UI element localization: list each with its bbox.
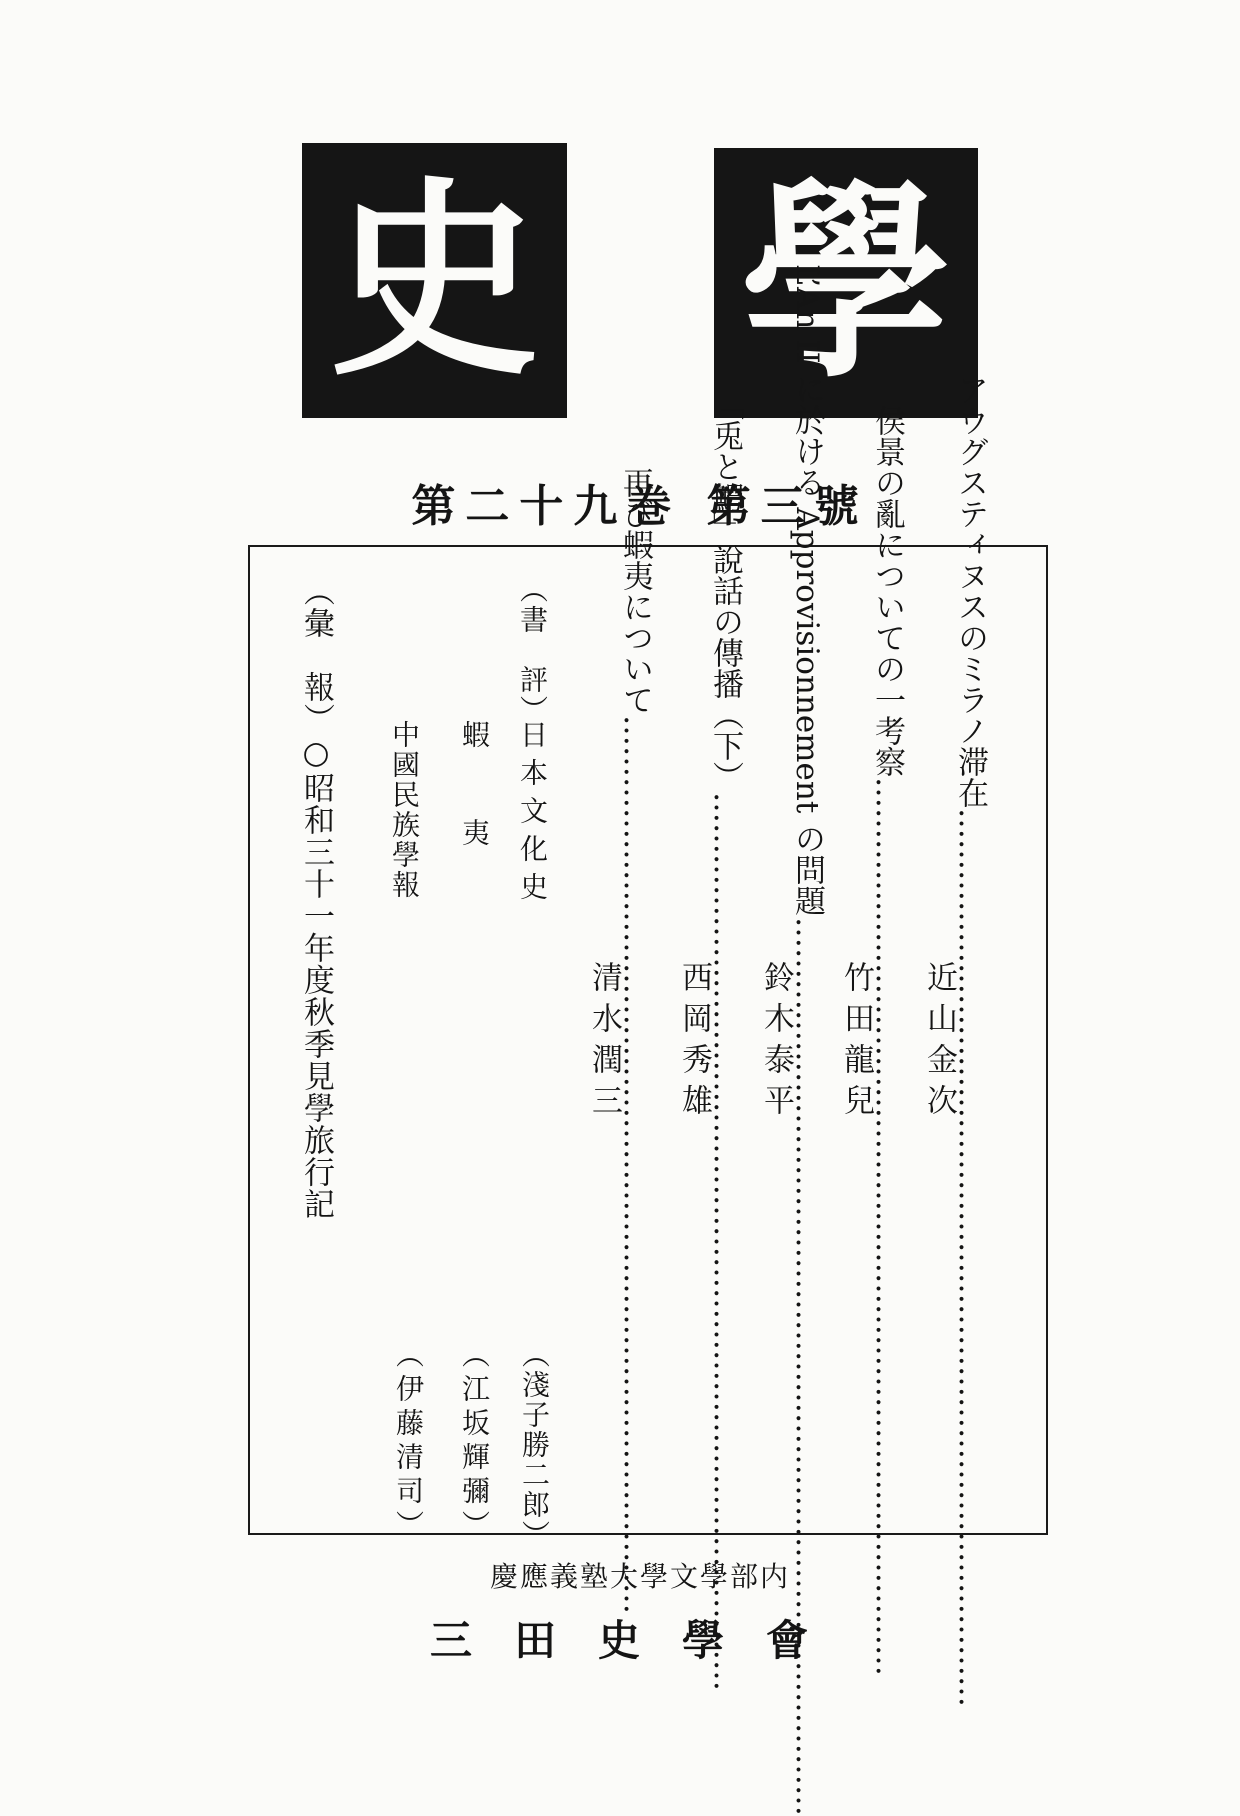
leader-dots <box>617 715 653 1614</box>
article-title: 侯景の亂についての一考察 <box>869 404 905 777</box>
news-section: （彙 報）○昭和三十一年度秋季見學旅行記 <box>298 575 334 1220</box>
publisher-name: 三田史學會 <box>429 1616 850 1665</box>
toc-entry <box>676 389 743 1505</box>
toc-entry <box>758 264 825 1505</box>
article-author: 鈴木泰平 <box>758 961 794 1125</box>
review-author: （伊藤清司） <box>392 1340 425 1544</box>
toc-entry <box>838 404 905 1505</box>
article-title: 「兎と鰐」說話の傳播（下） <box>707 389 743 792</box>
review-author: （江坂輝彌） <box>458 1340 491 1544</box>
article-author: 西岡秀雄 <box>676 961 712 1125</box>
title-block-shi: 史 <box>302 143 567 418</box>
review-section-label: （書 評） <box>516 575 549 725</box>
article-author: 清水潤三 <box>586 961 622 1125</box>
review-title: 中國民族學報 <box>388 720 421 900</box>
toc-entry <box>921 373 988 1505</box>
publisher-address: 慶應義塾大學文學部内 <box>489 1560 790 1593</box>
review-author: （淺子勝二郎） <box>518 1340 551 1550</box>
review-title: 蝦夷 <box>458 720 491 916</box>
leader-dots <box>869 777 905 1676</box>
title-block-gaku: 學 <box>714 148 978 418</box>
article-title: 再び蝦夷について <box>617 466 653 715</box>
article-author: 竹田龍兒 <box>838 961 874 1125</box>
article-title: L’An II に於ける Approvisionnement の問題 <box>789 264 825 917</box>
leader-dots <box>789 917 825 1816</box>
article-title: アウグスティヌスのミラノ滞在 <box>952 373 988 808</box>
article-author: 近山金次 <box>921 961 957 1125</box>
volume-number: 第二十九巻 第三號 <box>411 481 869 532</box>
toc-entry <box>586 466 653 1505</box>
review-title: 日本文化史 <box>516 720 549 910</box>
